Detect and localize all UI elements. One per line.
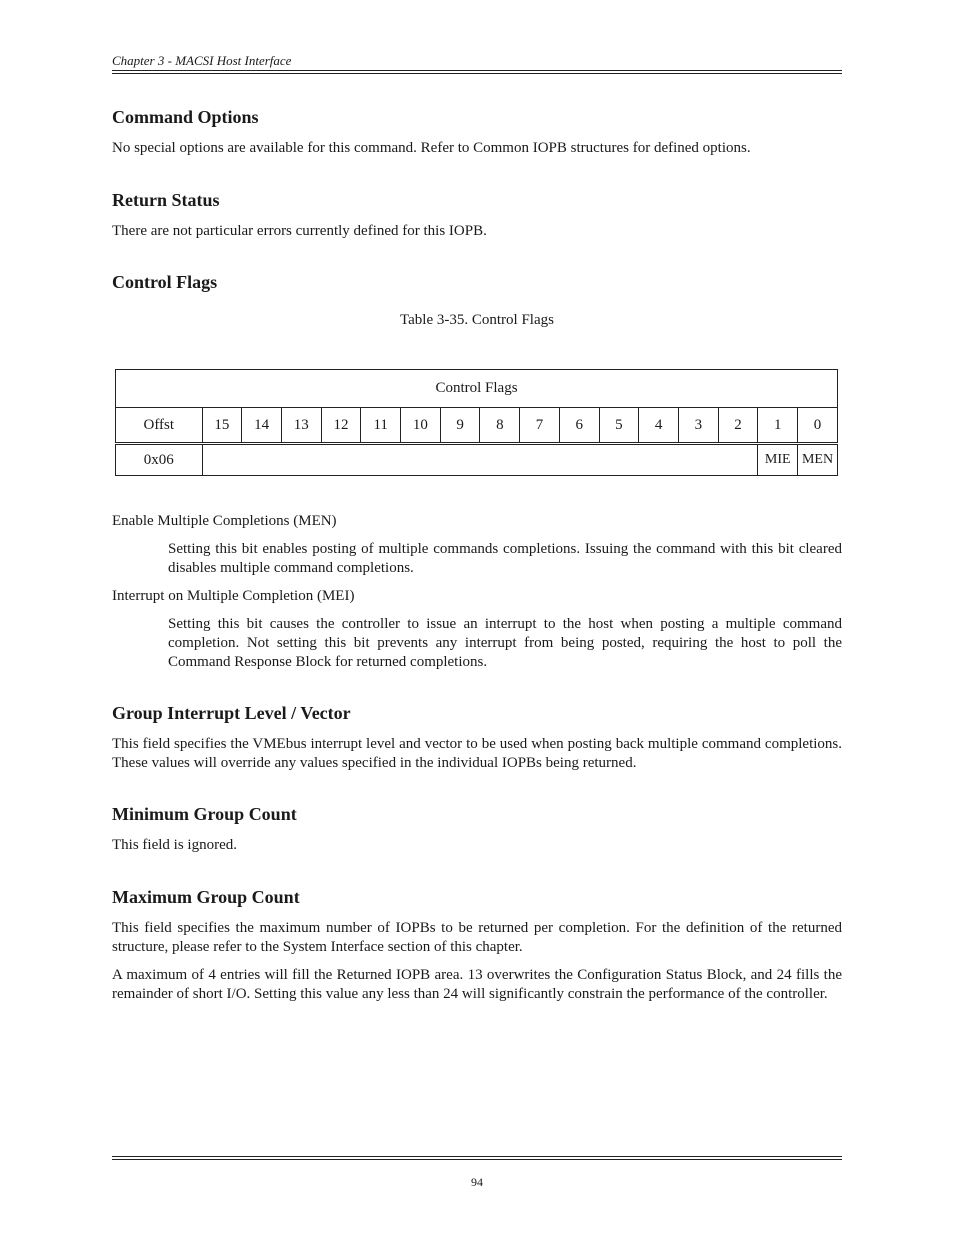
command-options-text: No special options are available for this command. Refer to Common IOPB structures for defined options.	[112, 140, 751, 156]
control-flags-table	[115, 369, 838, 476]
bit-10: 10	[401, 408, 441, 444]
bit-11: 11	[361, 408, 401, 444]
header-rule	[112, 70, 842, 74]
bit-6: 6	[559, 408, 599, 444]
bit-2: 2	[718, 408, 758, 444]
field-men: MEN	[798, 444, 838, 476]
footer-rule	[112, 1156, 842, 1160]
bit-7: 7	[520, 408, 560, 444]
men-description: Setting this bit enables posting of multiple commands completions. Issuing the command with this bit cleared disables multiple command completions.	[168, 541, 842, 576]
heading-control-flags: Control Flags	[112, 272, 218, 292]
bit-0: 0	[798, 408, 838, 444]
field-mie: MIE	[758, 444, 798, 476]
mei-description: Setting this bit causes the controller to issue an interrupt to the host when posting a multiple command completion. Not setting this bit prevents any interrupt from being posted, requiring the host to poll the Command Response Block for returned completions.	[168, 616, 842, 670]
bit-4: 4	[639, 408, 679, 444]
reserved-bits	[202, 444, 758, 476]
table-caption: Table 3-35. Control Flags	[400, 312, 554, 328]
maximum-group-count-text-2: A maximum of 4 entries will fill the Returned IOPB area. 13 overwrites the Configuration Status Block, and 24 fills the remainder of short I/O. Setting this value any less than 24 will significantly constrain the performance of the controller.	[112, 967, 842, 1002]
bit-14: 14	[242, 408, 282, 444]
bit-1: 1	[758, 408, 798, 444]
table-title: Control Flags	[116, 370, 838, 408]
men-label: Enable Multiple Completions (MEN)	[112, 513, 337, 529]
maximum-group-count-text-1: This field specifies the maximum number of IOPBs to be returned per completion. For the definition of the returned structure, please refer to the System Interface section of this chapter.	[112, 920, 842, 955]
bit-5: 5	[599, 408, 639, 444]
bit-9: 9	[440, 408, 480, 444]
mei-label: Interrupt on Multiple Completion (MEI)	[112, 588, 355, 604]
page-number: 94	[471, 1175, 483, 1189]
return-status-text: There are not particular errors currently defined for this IOPB.	[112, 223, 487, 239]
heading-command-options: Command Options	[112, 107, 259, 127]
heading-maximum-group-count: Maximum Group Count	[112, 887, 300, 907]
heading-minimum-group-count: Minimum Group Count	[112, 804, 297, 824]
minimum-group-count-text: This field is ignored.	[112, 837, 237, 853]
bit-15: 15	[202, 408, 242, 444]
heading-group-interrupt: Group Interrupt Level / Vector	[112, 703, 351, 723]
running-header: Chapter 3 - MACSI Host Interface	[112, 53, 292, 68]
bit-13: 13	[281, 408, 321, 444]
group-interrupt-text: This field specifies the VMEbus interrupt level and vector to be used when posting back multiple command completions. These values will override any values specified in the individual IOPBs being returned.	[112, 736, 842, 771]
bit-3: 3	[678, 408, 718, 444]
offset-header: Offst	[116, 408, 203, 444]
heading-return-status: Return Status	[112, 190, 220, 210]
row-offset: 0x06	[116, 444, 203, 476]
bit-8: 8	[480, 408, 520, 444]
bit-12: 12	[321, 408, 361, 444]
